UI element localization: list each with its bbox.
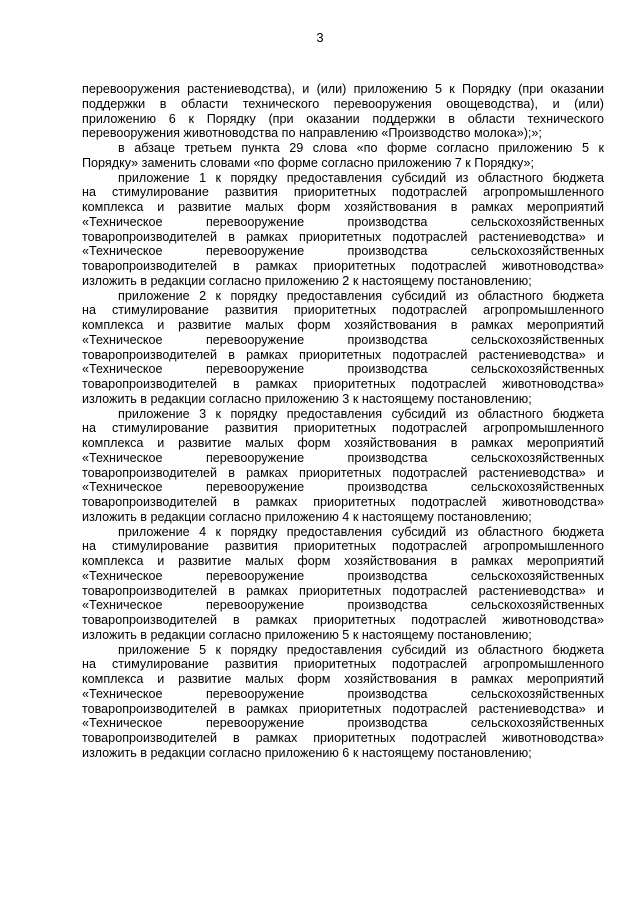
- text-line: «Техническое перевооружение производства сельскохозяйственных: [82, 362, 604, 377]
- text-line: изложить в редакции согласно приложению 2 к настоящему постановлению;: [82, 273, 532, 288]
- text-line: приложение 2 к порядку предоставления субсидий из областного бюджета: [118, 288, 604, 303]
- text-line: «Техническое перевооружение производства сельскохозяйственных: [82, 686, 604, 701]
- text-line: товаропроизводителей в рамках приоритетных подотраслей животноводства»: [82, 495, 604, 509]
- text-line: приложение 3 к порядку предоставления субсидий из областного бюджета: [118, 406, 604, 421]
- text-line: товаропроизводителей в рамках приоритетных подотраслей животноводства»: [82, 259, 604, 273]
- text-line: товаропроизводителей в рамках приоритетных подотраслей животноводства»: [82, 613, 604, 627]
- page-number: 3: [316, 30, 324, 45]
- text-line: товаропроизводителей в рамках приоритетных подотраслей животноводства»: [82, 731, 604, 745]
- text-line: на стимулирование развития приоритетных подотраслей агропромышленного: [82, 185, 604, 200]
- text-line: комплекса и развитие малых форм хозяйствования в рамках мероприятий: [82, 554, 604, 568]
- text-line: «Техническое перевооружение производства сельскохозяйственных: [82, 598, 604, 613]
- text-line: на стимулирование развития приоритетных подотраслей агропромышленного: [82, 539, 604, 554]
- text-line: приложение 4 к порядку предоставления субсидий из областного бюджета: [118, 524, 604, 539]
- text-line: «Техническое перевооружение производства сельскохозяйственных: [82, 332, 604, 347]
- text-line: товаропроизводителей в рамках приоритетных подотраслей растениеводства» и: [82, 465, 604, 480]
- text-line: приложению 6 к Порядку (при оказании поддержки в области технического: [82, 111, 604, 126]
- text-line: «Техническое перевооружение производства сельскохозяйственных: [82, 716, 604, 731]
- text-line: товаропроизводителей в рамках приоритетных подотраслей растениеводства» и: [82, 701, 604, 716]
- text-line: товаропроизводителей в рамках приоритетных подотраслей растениеводства» и: [82, 347, 604, 362]
- paragraph-6: [82, 525, 604, 643]
- text-line: на стимулирование развития приоритетных подотраслей агропромышленного: [82, 421, 604, 436]
- text-line: «Техническое перевооружение производства сельскохозяйственных: [82, 450, 604, 465]
- document-body: [82, 82, 604, 761]
- text-line: приложение 5 к порядку предоставления субсидий из областного бюджета: [118, 642, 604, 657]
- text-line: изложить в редакции согласно приложению 4 к настоящему постановлению;: [82, 509, 532, 524]
- text-line: Порядку» заменить словами «по форме согласно приложению 7 к Порядку»;: [82, 155, 534, 170]
- paragraph-2: [82, 141, 604, 171]
- text-line: комплекса и развитие малых форм хозяйствования в рамках мероприятий: [82, 318, 604, 332]
- text-line: комплекса и развитие малых форм хозяйствования в рамках мероприятий: [82, 436, 604, 450]
- text-line: товаропроизводителей в рамках приоритетных подотраслей животноводства»: [82, 377, 604, 391]
- text-line: изложить в редакции согласно приложению 6 к настоящему постановлению;: [82, 745, 532, 760]
- paragraph-1: [82, 82, 604, 141]
- text-line: «Техническое перевооружение производства сельскохозяйственных: [82, 244, 604, 259]
- text-line: поддержки в области технического перевооружения овощеводства), и (или): [82, 96, 604, 111]
- text-line: перевооружения растениеводства), и (или) приложению 5 к Порядку (при оказании: [82, 82, 604, 96]
- text-line: «Техническое перевооружение производства сельскохозяйственных: [82, 568, 604, 583]
- paragraph-5: [82, 407, 604, 525]
- text-line: изложить в редакции согласно приложению 5 к настоящему постановлению;: [82, 627, 532, 642]
- text-line: товаропроизводителей в рамках приоритетных подотраслей растениеводства» и: [82, 583, 604, 598]
- text-line: комплекса и развитие малых форм хозяйствования в рамках мероприятий: [82, 672, 604, 686]
- text-line: приложение 1 к порядку предоставления субсидий из областного бюджета: [118, 170, 604, 185]
- text-line: на стимулирование развития приоритетных подотраслей агропромышленного: [82, 657, 604, 672]
- paragraph-4: [82, 289, 604, 407]
- text-line: товаропроизводителей в рамках приоритетных подотраслей растениеводства» и: [82, 229, 604, 244]
- text-line: «Техническое перевооружение производства сельскохозяйственных: [82, 214, 604, 229]
- paragraph-3: [82, 171, 604, 289]
- text-line: комплекса и развитие малых форм хозяйствования в рамках мероприятий: [82, 200, 604, 214]
- paragraph-7: [82, 643, 604, 761]
- text-line: изложить в редакции согласно приложению 3 к настоящему постановлению;: [82, 391, 532, 406]
- text-line: перевооружения животноводства по направлению «Производство молока»);»;: [82, 126, 542, 141]
- text-line: «Техническое перевооружение производства сельскохозяйственных: [82, 480, 604, 495]
- text-line: в абзаце третьем пункта 29 слова «по форме согласно приложению 5 к: [118, 141, 604, 155]
- text-line: на стимулирование развития приоритетных подотраслей агропромышленного: [82, 303, 604, 318]
